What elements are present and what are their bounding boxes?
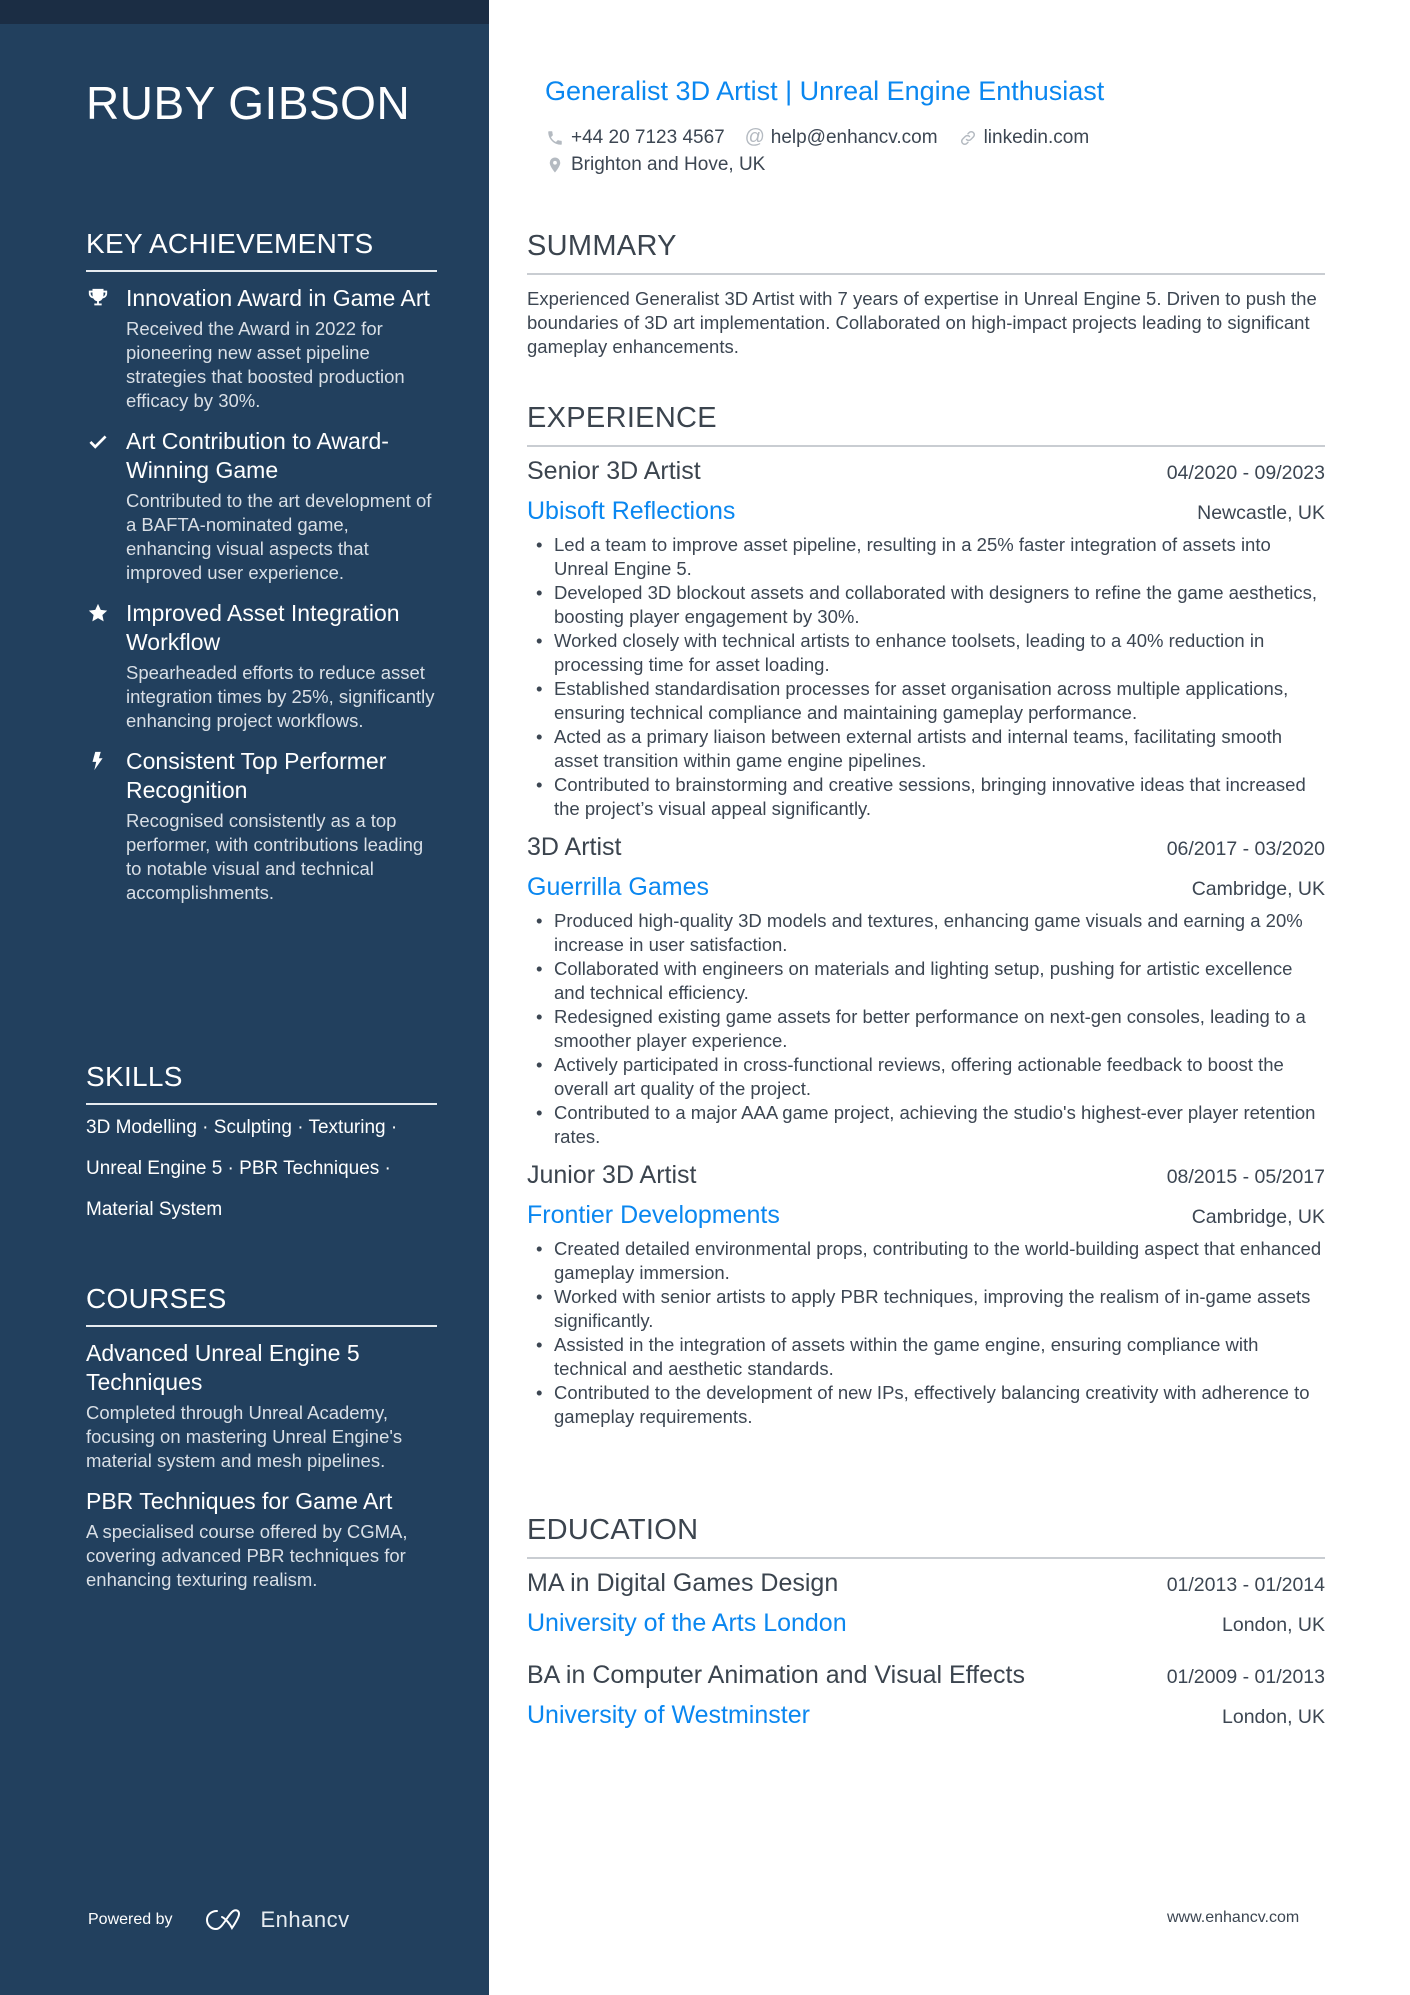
summary-section [527,230,1325,359]
phone-text: +44 20 7123 4567 [571,127,725,148]
sidebar-top-strip [0,0,489,24]
section-title: COURSES [86,1283,437,1327]
job-location: Cambridge, UK [1191,1206,1325,1228]
education-location: London, UK [1222,1614,1325,1636]
bullet-item: • Collaborated with engineers on materials and lighting setup, pushing for artistic excellence and technical efficiency. [527,957,1325,1005]
company-name: Guerrilla Games [527,873,709,901]
education-entry [527,1655,1325,1735]
skills-line: 3D Modelling · Sculpting · Texturing · [86,1117,398,1138]
bullet-item: • Redesigned existing game assets for better performance on next-gen consoles, leading to a smoother player experience. [527,1005,1325,1053]
company-name: Frontier Developments [527,1201,780,1229]
education-dates: 01/2009 - 01/2013 [1166,1666,1325,1688]
achievement-title: Innovation Award in Game Art [126,285,430,311]
key-achievements-section [86,228,437,905]
bullet-item: • Actively participated in cross-functional reviews, offering actionable feedback to boost the overall art quality of the project. [527,1053,1325,1101]
education-dates: 01/2013 - 01/2014 [1166,1574,1325,1596]
skills-line: Material System [86,1199,223,1220]
lightning-icon [86,749,110,773]
email-text: help@enhancv.com [770,127,938,148]
section-title: EXPERIENCE [527,402,1325,447]
degree-title: MA in Digital Games Design [527,1569,839,1597]
section-title: SKILLS [86,1061,437,1105]
enhancv-logo-icon [201,1907,249,1933]
job-dates: 06/2017 - 03/2020 [1166,838,1325,860]
job-location: Newcastle, UK [1197,502,1325,524]
enhancv-logo[interactable] [201,1907,350,1933]
job-entry [527,1155,1325,1429]
achievement-description: Recognised consistently as a top performer, with contributions leading to notable visual and technical accomplishments. [126,810,424,903]
achievement-title: Improved Asset Integration Workflow [126,600,400,655]
sidebar [0,0,489,1995]
at-icon: @ [744,126,765,148]
bullet-item: • Produced high-quality 3D models and textures, enhancing game visuals and earning a 20% increase in user satisfaction. [527,909,1325,957]
skills-line: Unreal Engine 5 · PBR Techniques · [86,1158,391,1179]
link-icon [958,128,978,148]
skills-list [86,1107,437,1230]
section-title: EDUCATION [527,1514,1325,1559]
bullet-item: • Developed 3D blockout assets and collaborated with designers to refine the game aesthetics, boosting player engagement by 30%. [527,581,1325,629]
candidate-name: RUBY GIBSON [86,77,411,129]
school-name: University of Westminster [527,1701,810,1729]
job-location: Cambridge, UK [1191,878,1325,900]
course-item [86,1339,437,1473]
education-section [527,1514,1325,1735]
location-text: Brighton and Hove, UK [571,154,766,175]
achievement-description: Received the Award in 2022 for pioneering new asset pipeline strategies that boosted production efficacy by 30%. [126,318,405,411]
course-item [86,1487,437,1592]
achievement-item [86,747,437,905]
enhancv-brand: Enhancv [260,1907,350,1932]
achievement-item [86,284,437,413]
link-contact[interactable] [958,124,1090,151]
skills-section [86,1061,437,1230]
job-bullets [527,909,1325,1149]
job-bullets [527,533,1325,821]
powered-by-label: Powered by [88,1911,173,1928]
degree-title: BA in Computer Animation and Visual Effects [527,1661,1025,1689]
star-icon [86,601,110,625]
school-name: University of the Arts London [527,1609,847,1637]
course-description: Completed through Unreal Academy, focusing on mastering Unreal Engine's material system and mesh pipelines. [86,1402,403,1471]
footer-url[interactable]: www.enhancv.com [1167,1909,1300,1926]
job-dates: 04/2020 - 09/2023 [1166,462,1325,484]
bullet-item: • Worked closely with technical artists to enhance toolsets, leading to a 40% reduction in processing time for asset loading. [527,629,1325,677]
bullet-item: • Contributed to a major AAA game project, achieving the studio's highest-ever player retention rates. [527,1101,1325,1149]
summary-text: Experienced Generalist 3D Artist with 7 years of expertise in Unreal Engine 5. Driven to push the boundaries of 3D art implementation. Collaborated on high-impact projects leading to significant gameplay enhancements. [527,288,1317,357]
bullet-item: • Assisted in the integration of assets within the game engine, ensuring compliance with technical and aesthetic standards. [527,1333,1325,1381]
location-pin-icon [545,155,565,175]
bullet-item: • Contributed to the development of new IPs, effectively balancing creativity with adherence to gameplay requirements. [527,1381,1325,1429]
job-bullets [527,1237,1325,1429]
achievement-description: Spearheaded efforts to reduce asset integration times by 25%, significantly enhancing project workflows. [126,662,435,731]
job-dates: 08/2015 - 05/2017 [1166,1166,1325,1188]
bullet-item: • Contributed to brainstorming and creative sessions, bringing innovative ideas that increased the project’s visual appeal significantly. [527,773,1325,821]
job-title: Senior 3D Artist [527,457,701,485]
bullet-item: • Established standardisation processes for asset organisation across multiple applications, ensuring technical compliance and maintaining gameplay performance. [527,677,1325,725]
link-text: linkedin.com [983,127,1090,148]
job-entry [527,827,1325,1149]
email-contact[interactable] [745,124,938,151]
check-icon [86,429,110,453]
section-title: SUMMARY [527,230,1325,275]
location-contact [545,151,765,178]
job-entry [527,451,1325,821]
section-title: KEY ACHIEVEMENTS [86,228,437,272]
course-title: PBR Techniques for Game Art [86,1488,393,1514]
contact-info [545,124,1109,178]
achievement-description: Contributed to the art development of a BAFTA-nominated game, enhancing visual aspects that improved user experience. [126,490,432,583]
achievement-item [86,427,437,585]
headline: Generalist 3D Artist | Unreal Engine Enthusiast [545,76,1105,106]
education-entry [527,1563,1325,1643]
education-location: London, UK [1222,1706,1325,1728]
achievement-title: Art Contribution to Award-Winning Game [126,428,389,483]
achievement-item [86,599,437,733]
trophy-icon [86,286,110,310]
bullet-item: • Led a team to improve asset pipeline, resulting in a 25% faster integration of assets into Unreal Engine 5. [527,533,1325,581]
company-name: Ubisoft Reflections [527,497,736,525]
phone-icon [545,128,565,148]
course-description: A specialised course offered by CGMA, covering advanced PBR techniques for enhancing texturing realism. [86,1521,408,1590]
experience-section [527,402,1325,1429]
job-title: Junior 3D Artist [527,1161,697,1189]
courses-section [86,1283,437,1592]
bullet-item: • Worked with senior artists to apply PBR techniques, improving the realism of in-game assets significantly. [527,1285,1325,1333]
course-title: Advanced Unreal Engine 5 Techniques [86,1340,360,1395]
job-title: 3D Artist [527,833,622,861]
bullet-item: • Acted as a primary liaison between external artists and internal teams, facilitating smooth asset transition within game engine pipelines. [527,725,1325,773]
powered-by [88,1907,350,1933]
phone-contact[interactable] [545,124,725,151]
achievement-title: Consistent Top Performer Recognition [126,748,387,803]
bullet-item: • Created detailed environmental props, contributing to the world-building aspect that enhanced gameplay immersion. [527,1237,1325,1285]
